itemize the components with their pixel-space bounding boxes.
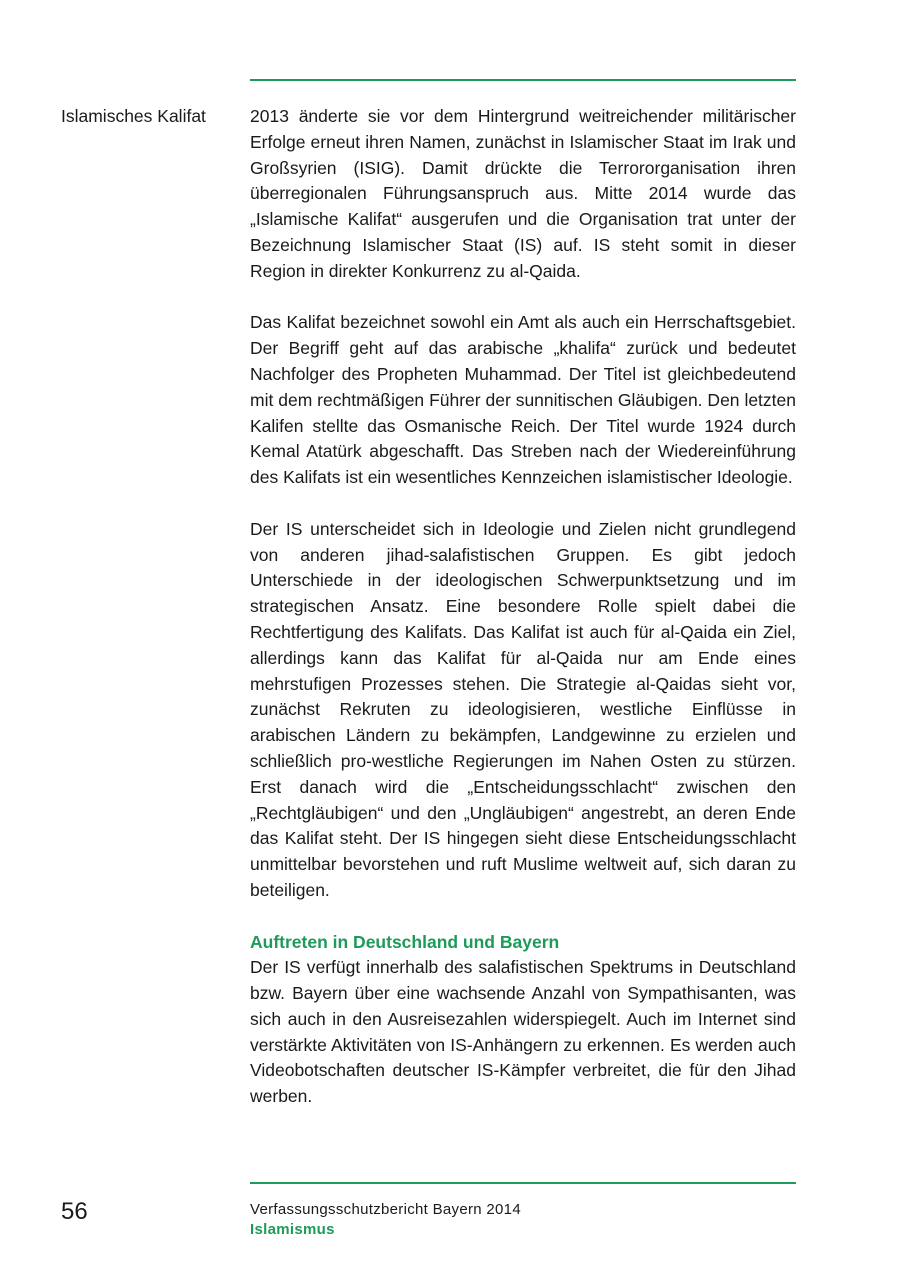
section-paragraph: Der IS verfügt innerhalb des salafistischen Spektrums in Deutschland bzw. Bayern über eine wachsende Anzahl von Sympathisanten, was sich auch in den Ausreisezahlen widerspiegelt. Auch im Internet sind verstärkte Aktivitäten von IS-Anhängern zu erkennen. Es werden auch Videobotschaften deutscher IS-Kämpfer verbreitet, die für den Jihad werben.: [250, 957, 796, 1107]
margin-note: Islamisches Kalifat: [61, 106, 206, 126]
footer-chapter-title: Islamismus: [250, 1221, 335, 1238]
paragraph-1: 2013 änderte sie vor dem Hintergrund weitreichender militärischer Erfolge erneut ihren Namen, zunächst in Islamischer Staat im Irak und Großsyrien (ISIG). Damit drückte die Terrororganisation ihren überregionalen Führungsanspruch aus. Mitte 2014 wurde das „Islamische Kalifat“ ausgerufen und die Organisation trat unter der Bezeichnung Islamischer Staat (IS) auf. IS steht somit in dieser Region in direkter Konkurrenz zu al-Qaida.: [250, 106, 796, 281]
header-rule: [250, 79, 796, 81]
paragraph-2: Das Kalifat bezeichnet sowohl ein Amt als auch ein Herrschaftsgebiet. Der Begriff geht auf das arabische „khalifa“ zurück und bedeutet Nachfolger des Propheten Muhammad. Der Titel ist gleichbedeutend mit dem rechtmäßigen Führer der sunnitischen Gläubigen. Den letzten Kalifen stellte das Osmanische Reich. Der Titel wurde 1924 durch Kemal Atatürk abgeschafft. Das Streben nach der Wiedereinführung des Kalifats ist ein wesentliches Kennzeichen islamistischer Ideologie.: [250, 312, 796, 488]
page-number: 56: [61, 1198, 88, 1225]
footer-rule: [250, 1182, 796, 1184]
footer-publication-title: Verfassungsschutzbericht Bayern 2014: [250, 1201, 521, 1218]
body-text: [250, 104, 796, 1110]
paragraph-3: Der IS unterscheidet sich in Ideologie und Zielen nicht grundlegend von anderen jihad-salafistischen Gruppen. Es gibt jedoch Unterschiede in der ideologischen Schwerpunktsetzung und im strategischen Ansatz. Eine besondere Rolle spielt dabei die Rechtfertigung des Kalifats. Das Kalifat ist auch für al-Qaida ein Ziel, allerdings kann das Kalifat für al-Qaida nur am Ende eines mehrstufigen Prozesses stehen. Die Strategie al-Qaidas sieht vor, zunächst Rekruten zu ideologisieren, westliche Einflüsse in arabischen Ländern zu bekämpfen, Landgewinne zu erzielen und schließlich pro-westliche Regierungen im Nahen Osten zu stürzen. Erst danach wird die „Entscheidungsschlacht“ zwischen den „Rechtgläubigen“ und den „Ungläubigen“ angestrebt, an deren Ende das Kalifat steht. Der IS hingegen sieht diese Entscheidungsschlacht unmittelbar bevorstehen und ruft Muslime weltweit auf, sich daran zu beteiligen.: [250, 518, 796, 900]
section-heading: Auftreten in Deutschland und Bayern: [250, 931, 560, 952]
